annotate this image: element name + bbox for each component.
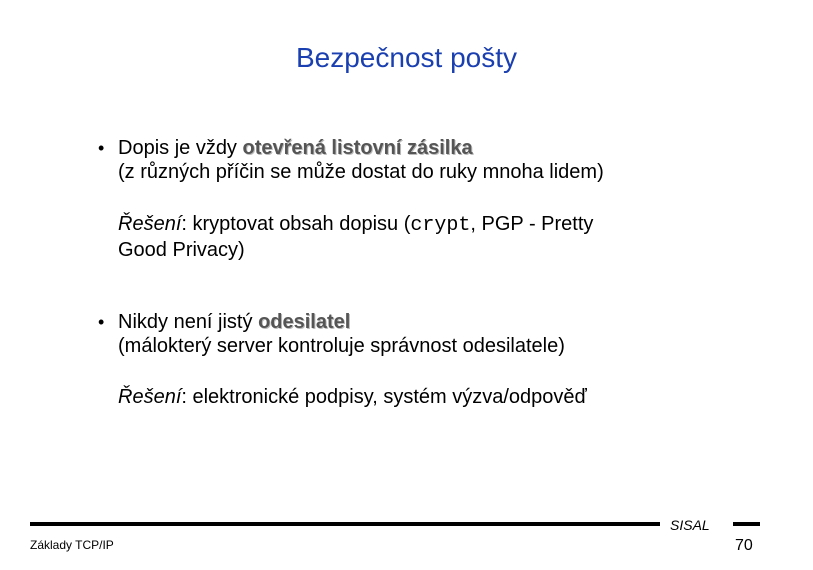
solution-text: : kryptovat obsah dopisu (	[181, 213, 411, 235]
solution-label: Řešení	[118, 386, 182, 408]
bullet-line-2: (málokterý server kontroluje správnost odesilatele)	[118, 335, 565, 357]
footer-course-title: Základy TCP/IP	[30, 538, 114, 552]
solution-line-1	[118, 385, 587, 409]
bullet-text	[118, 136, 473, 160]
footer-brand: SISAL	[670, 517, 710, 533]
bullet-line	[98, 136, 604, 160]
slide-title: Bezpečnost pošty	[295, 42, 518, 73]
bullet-emphasis: otevřená listovní zásilka	[242, 137, 473, 159]
footer-divider-right	[733, 522, 760, 526]
solution-label: Řešení	[118, 213, 182, 235]
solution-text: : elektronické podpisy, systém výzva/odpověď	[181, 386, 587, 408]
bullet-icon: •	[98, 138, 105, 158]
solution-line-2: Good Privacy)	[118, 239, 245, 261]
bullet-text	[118, 310, 350, 334]
bullet-text-start: Dopis je vždy	[118, 137, 243, 159]
bullet-icon: •	[98, 312, 105, 332]
footer-divider-left	[30, 522, 660, 526]
bullet-emphasis: odesilatel	[258, 311, 351, 333]
page-number: 70	[735, 537, 753, 554]
bullet-item-2	[98, 310, 565, 358]
bullet-item-1	[98, 136, 604, 184]
solution-text-end: , PGP - Pretty	[470, 213, 594, 235]
bullet-text-start: Nikdy není jistý	[118, 311, 259, 333]
bullet-line	[98, 310, 565, 334]
solution-code: crypt	[410, 214, 471, 237]
solution-1	[118, 212, 593, 262]
solution-2	[118, 385, 587, 409]
bullet-line-2: (z různých příčin se může dostat do ruky mnoha lidem)	[118, 161, 604, 183]
solution-line-1	[118, 212, 593, 238]
